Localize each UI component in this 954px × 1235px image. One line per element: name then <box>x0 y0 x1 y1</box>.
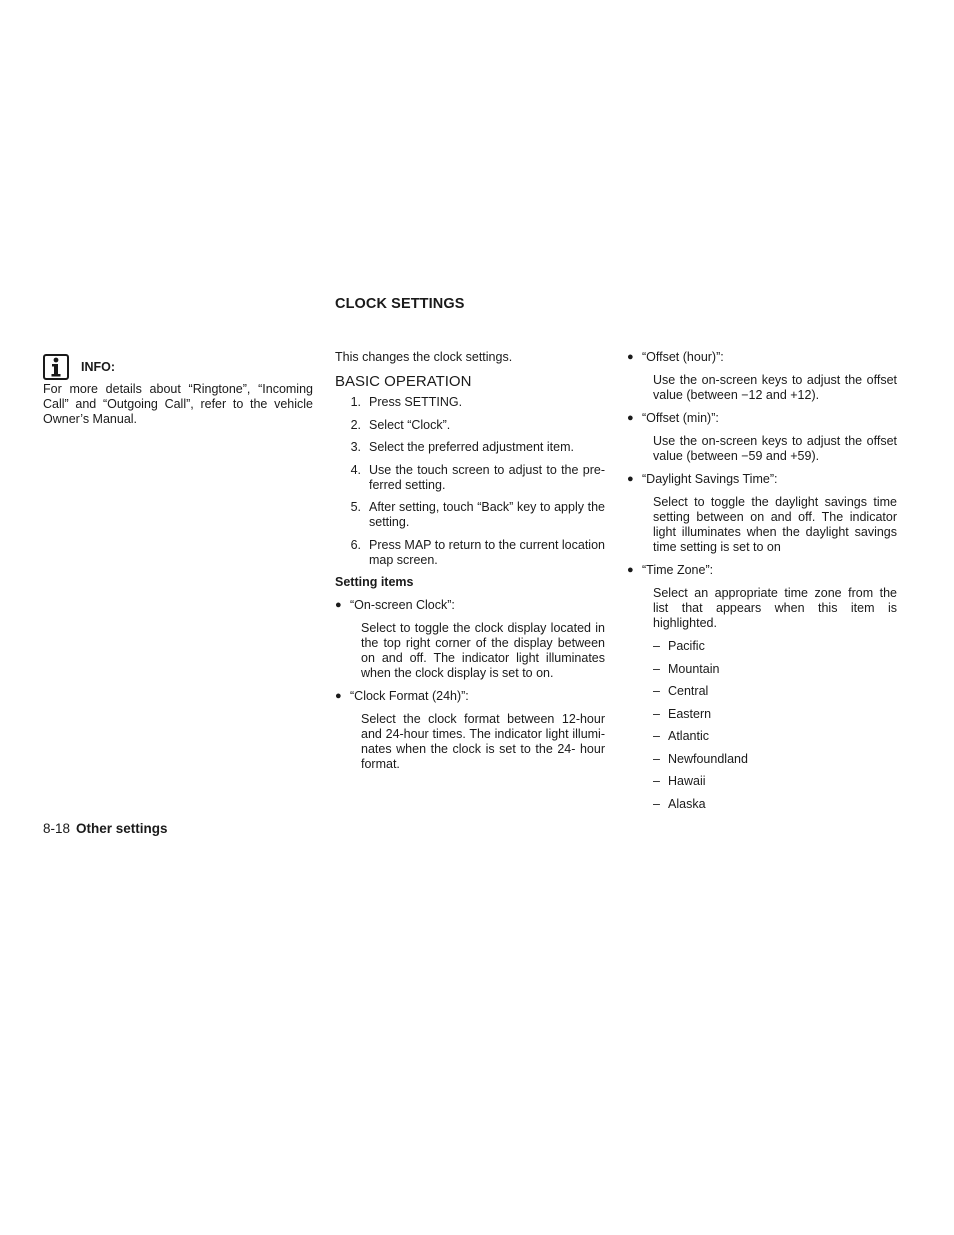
setting-item-label: “Offset (hour)”: <box>642 350 724 364</box>
setting-item <box>627 472 897 487</box>
info-note <box>43 353 313 427</box>
time-zone-item <box>653 639 897 654</box>
bullet-icon: ● <box>335 599 342 611</box>
page-number: 8-18 <box>43 821 71 836</box>
time-zone-item <box>653 662 897 677</box>
time-zone-label: Alaska <box>668 796 706 811</box>
time-zone-item <box>653 752 897 767</box>
step-number: 1. <box>350 395 361 409</box>
setting-item <box>627 411 897 426</box>
time-zone-item <box>653 729 897 744</box>
step-item <box>335 538 605 568</box>
dash-icon: – <box>653 729 660 743</box>
dash-icon: – <box>653 661 660 676</box>
time-zone-item <box>653 707 897 722</box>
bullet-icon: ● <box>627 351 634 363</box>
dash-icon: – <box>653 796 660 811</box>
time-zone-label: Central <box>668 684 709 698</box>
time-zone-label: Hawaii <box>668 774 706 788</box>
setting-item-description: Select the clock format between 12-hour and 24-hour times. The indicator light illumi-nates when the clock is set to the 24- hour format. <box>361 712 605 771</box>
setting-item <box>335 689 605 704</box>
time-zone-label: Newfoundland <box>668 751 748 766</box>
intro-text: This changes the clock settings. <box>335 350 513 364</box>
setting-item <box>335 598 605 613</box>
footer-section-title: Other settings <box>76 821 168 836</box>
setting-item-description: Select an appropriate time zone from the list that appears when this item is highlighted. <box>653 586 897 630</box>
time-zone-list <box>653 639 897 812</box>
info-text: For more details about “Ringtone”, “Incoming Call” and “Outgoing Call”, refer to the vehicle Owner’s Manual. <box>43 382 313 426</box>
step-item <box>335 395 605 410</box>
time-zone-item <box>653 774 897 789</box>
step-item <box>335 463 605 493</box>
time-zone-label: Pacific <box>668 639 705 653</box>
setting-item-description: Select to toggle the clock display located in the top right corner of the display between on and off. The indicator light illuminates when the clock display is set to on. <box>361 621 605 680</box>
middle-column <box>335 350 605 772</box>
setting-item <box>627 563 897 578</box>
step-text: Press MAP to return to the current location map screen. <box>369 537 605 567</box>
dash-icon: – <box>653 684 660 698</box>
setting-items-heading: Setting items <box>335 575 414 589</box>
bullet-icon: ● <box>335 690 342 702</box>
step-item <box>335 418 605 433</box>
info-label: INFO: <box>81 359 116 374</box>
step-item <box>335 500 605 530</box>
step-number: 5. <box>350 500 361 514</box>
steps-list <box>335 395 605 568</box>
dash-icon: – <box>653 774 660 788</box>
step-text: Press SETTING. <box>369 395 463 409</box>
step-text: Select the preferred adjustment item. <box>369 440 574 454</box>
step-number: 3. <box>350 440 361 454</box>
section-title: CLOCK SETTINGS <box>335 296 465 312</box>
bullet-icon: ● <box>627 564 634 576</box>
basic-operation-heading: BASIC OPERATION <box>335 373 472 390</box>
right-column <box>627 350 897 819</box>
step-item <box>335 440 605 455</box>
step-text: Select “Clock”. <box>369 417 451 432</box>
step-number: 6. <box>350 537 361 552</box>
time-zone-label: Atlantic <box>668 729 709 743</box>
time-zone-label: Eastern <box>668 706 712 721</box>
setting-item-label: “Daylight Savings Time”: <box>642 472 778 486</box>
setting-item-description: Select to toggle the daylight savings time setting between on and off. The indicator light illuminates when the daylight savings time setting is set to on <box>653 495 897 554</box>
dash-icon: – <box>653 639 660 653</box>
setting-item-label: “Clock Format (24h)”: <box>350 689 469 703</box>
info-icon <box>43 354 69 380</box>
bullet-icon: ● <box>627 412 634 424</box>
setting-item-label: “Offset (min)”: <box>642 411 719 425</box>
setting-item <box>627 350 897 365</box>
step-text: After setting, touch “Back” key to apply the setting. <box>369 500 605 529</box>
info-header <box>43 353 313 381</box>
time-zone-label: Mountain <box>668 661 720 676</box>
step-number: 2. <box>350 417 361 432</box>
dash-icon: – <box>653 706 660 721</box>
setting-item-label: “Time Zone”: <box>642 563 714 577</box>
setting-item-description: Use the on-screen keys to adjust the offset value (between −59 and +59). <box>653 434 897 463</box>
bullet-icon: ● <box>627 473 634 485</box>
dash-icon: – <box>653 751 660 766</box>
time-zone-item <box>653 797 897 812</box>
step-number: 4. <box>350 462 361 477</box>
setting-item-label: “On-screen Clock”: <box>350 598 455 612</box>
step-text: Use the touch screen to adjust to the pre-ferred setting. <box>369 462 605 492</box>
page-footer <box>43 821 168 836</box>
time-zone-item <box>653 684 897 699</box>
setting-item-description: Use the on-screen keys to adjust the offset value (between −12 and +12). <box>653 373 897 402</box>
